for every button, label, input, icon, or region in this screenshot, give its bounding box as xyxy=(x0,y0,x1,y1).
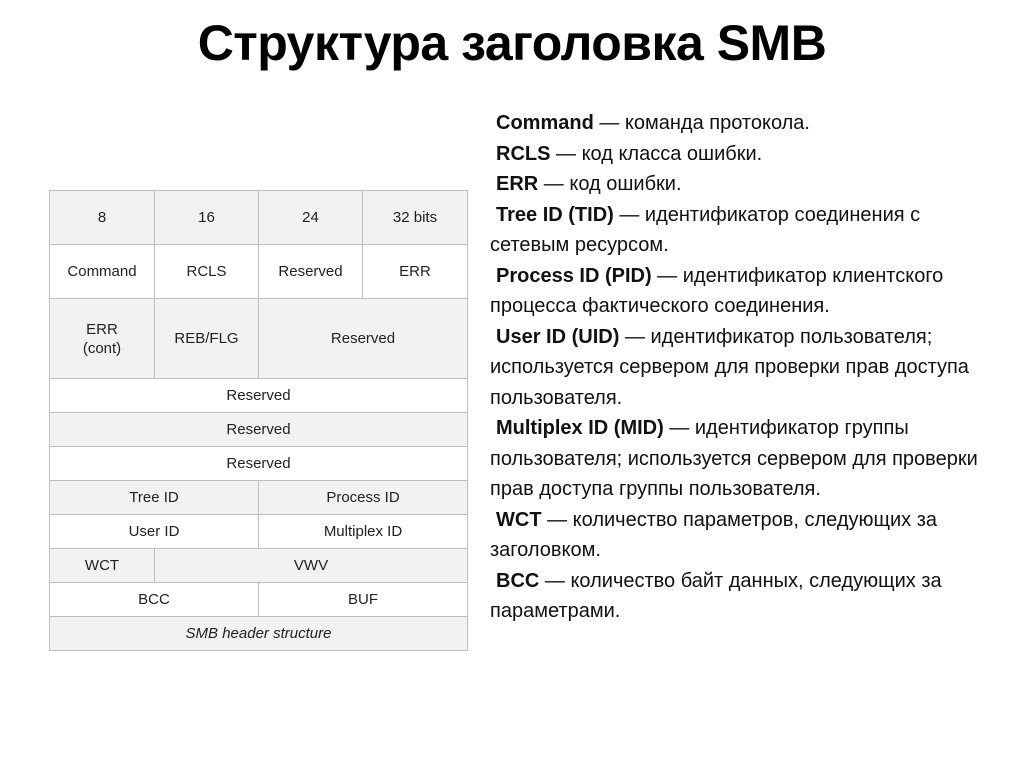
description-command xyxy=(490,108,1000,139)
table-cell: Multiplex ID xyxy=(259,515,468,549)
table-cell: Reserved xyxy=(259,245,363,299)
table-cell: ERR (cont) xyxy=(50,299,155,379)
description-text: — идентификатор группы пользователя; используется сервером для проверки прав доступа группы пользователя. xyxy=(490,417,978,500)
table-cell: Tree ID xyxy=(50,481,259,515)
table-row-tree-process xyxy=(50,481,468,515)
description-term: Process ID (PID) xyxy=(496,264,652,287)
table-cell: WCT xyxy=(50,549,155,583)
description-term: User ID (UID) xyxy=(496,325,620,348)
description-wct xyxy=(490,505,1000,566)
description-term: RCLS xyxy=(496,142,551,165)
description-pid xyxy=(490,261,1000,322)
field-descriptions xyxy=(490,108,1000,627)
description-tid xyxy=(490,200,1000,261)
description-term: Command xyxy=(496,112,594,134)
table-cell: REB/FLG xyxy=(155,299,259,379)
description-text: — код класса ошибки. xyxy=(550,142,763,165)
description-term: ERR xyxy=(496,173,539,195)
table-row-command xyxy=(50,245,468,299)
table-cell: RCLS xyxy=(155,245,259,299)
table-caption: SMB header structure xyxy=(50,617,468,651)
table-row-err-cont xyxy=(50,299,468,379)
table-row-reserved xyxy=(50,447,468,481)
table-row-bcc-buf xyxy=(50,583,468,617)
table-cell: ERR xyxy=(363,245,468,299)
table-cell: Process ID xyxy=(259,481,468,515)
table-cell: 24 xyxy=(259,191,363,245)
table-row-wct-vwv xyxy=(50,549,468,583)
table-cell: Reserved xyxy=(50,413,468,447)
description-text: — код ошибки. xyxy=(538,173,682,195)
table-row-reserved xyxy=(50,379,468,413)
table-cell: Command xyxy=(50,245,155,299)
table-cell: BUF xyxy=(259,583,468,617)
table-cell: VWV xyxy=(155,549,468,583)
description-err xyxy=(490,169,1000,200)
description-mid xyxy=(490,413,1000,505)
table-cell: User ID xyxy=(50,515,259,549)
description-text: — команда протокола. xyxy=(593,112,810,134)
table-cell: Reserved xyxy=(259,299,468,379)
description-bcc xyxy=(490,566,1000,627)
table-cell: 16 xyxy=(155,191,259,245)
description-term: Tree ID (TID) xyxy=(496,203,614,226)
smb-header-table xyxy=(49,190,468,651)
table-row-user-multiplex xyxy=(50,515,468,549)
description-uid xyxy=(490,322,1000,414)
table-caption-row xyxy=(50,617,468,651)
table-cell: Reserved xyxy=(50,379,468,413)
table-row-reserved xyxy=(50,413,468,447)
table-cell: BCC xyxy=(50,583,259,617)
description-text: — идентификатор пользователя; используется сервером для проверки прав доступа пользователя. xyxy=(490,325,969,409)
slide-title: Структура заголовка SMB xyxy=(197,15,827,71)
description-term: Multiplex ID (MID) xyxy=(496,417,664,439)
description-text: — количество параметров, следующих за заголовком. xyxy=(490,508,937,561)
description-rcls xyxy=(490,139,1000,170)
description-text: — количество байт данных, следующих за параметрами. xyxy=(490,569,942,622)
table-cell: 8 xyxy=(50,191,155,245)
description-text: — идентификатор клиентского процесса фактического соединения. xyxy=(490,264,944,317)
table-cell: 32 bits xyxy=(363,191,468,245)
description-term: WCT xyxy=(496,508,542,531)
table-row-bit-positions xyxy=(50,191,468,245)
description-text: — идентификатор соединения с сетевым ресурсом. xyxy=(490,203,921,256)
table-cell: Reserved xyxy=(50,447,468,481)
description-term: BCC xyxy=(496,569,540,592)
